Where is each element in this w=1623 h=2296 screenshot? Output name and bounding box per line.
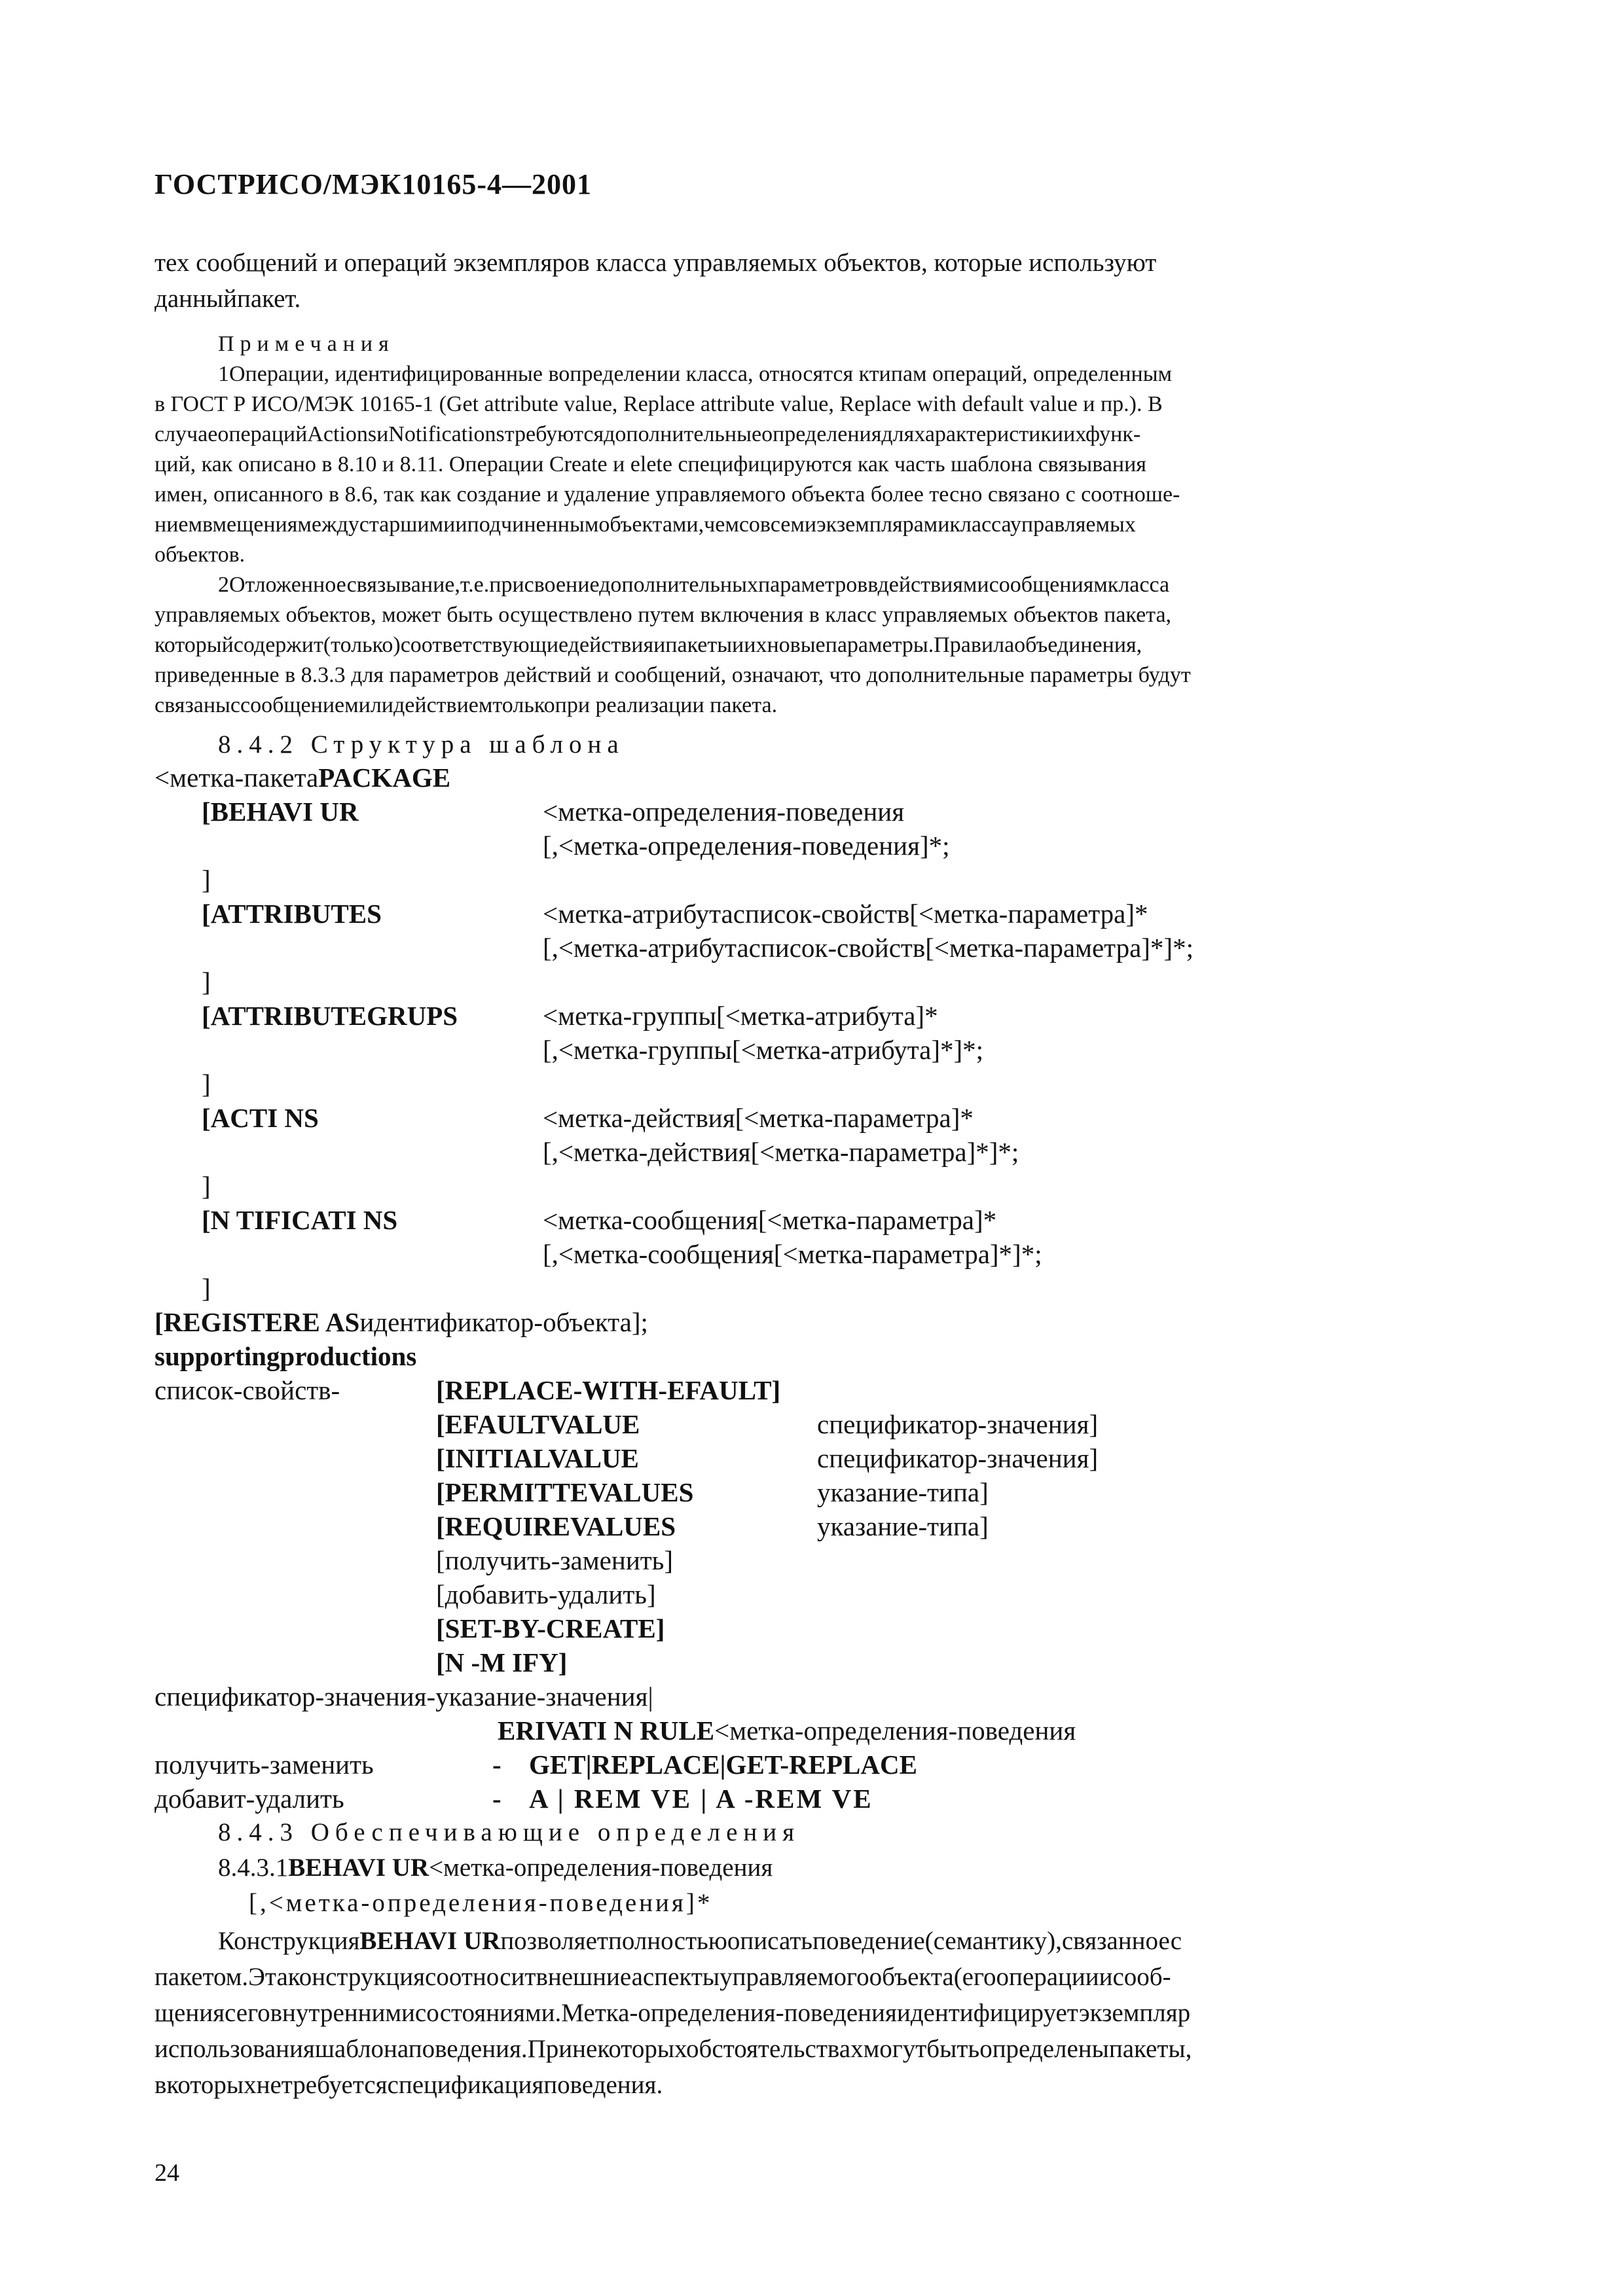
note1-line-4: ций, как описано в 8.10 и 8.11. Операции Create и elete специфицируются как часть шаблона связывания	[155, 452, 1146, 476]
section-8-4-2-heading: 8.4.2 Структура шаблона	[218, 730, 625, 759]
final-para-line-2: пакетом.Этаконструкциясоотноситвнешниеаспектыуправляемогообъекта(егооперацииисооб-	[155, 1963, 1171, 1991]
get-replace-value: GET|REPLACE|GET-REPLACE	[529, 1749, 917, 1780]
note2-line-3: которыйсодержит(только)соответствующиедействияипакетыиихновыепараметры.Правилаобъединения,	[155, 633, 1142, 657]
page-number: 24	[155, 2159, 179, 2187]
clause-actions-line1: <метка-действия[<метка-параметра]*	[543, 1103, 974, 1133]
section-8-4-3-1-line2: [,<метка-определения-поведения]*	[249, 1889, 713, 1917]
intro-line-2: данныйпакет.	[155, 285, 301, 313]
clause-actions-keyword: [ACTI NS	[202, 1103, 319, 1133]
add-remove-dash: -	[492, 1784, 501, 1814]
note2-line-4: приведенные в 8.3.3 для параметров действий и сообщений, означают, что дополнительные параметры будут	[155, 663, 1191, 687]
clause-notifications-keyword: [N TIFICATI NS	[202, 1205, 398, 1235]
clause-attributegroups-keyword: [ATTRIBUTEGRUPS	[202, 1001, 458, 1031]
clause-attributes-line1: <метка-атрибутасписок-свойств[<метка-параметра]*	[543, 899, 1148, 929]
prop-set-by-create: [SET-BY-CREATE]	[436, 1613, 665, 1643]
clause-behaviour-keyword: [BEHAVI UR	[202, 797, 359, 827]
prop-required-values: [REQUIREVALUES	[436, 1511, 676, 1541]
clause-behaviour-line2: [,<метка-определения-поведения]*;	[543, 831, 950, 861]
note1-line-7: объектов.	[155, 543, 246, 567]
note1-line-1: 1Операции, идентифицированные вопределении класса, относятся ктипам операций, определенным	[218, 362, 1173, 386]
clause-behaviour-line1: <метка-определения-поведения	[543, 797, 905, 827]
prop-default-value-spec: спецификатор-значения]	[817, 1409, 1099, 1439]
page-header: ГОСТРИСО/МЭК10165-4—2001	[155, 168, 593, 200]
prop-no-modify: [N -M IFY]	[436, 1647, 568, 1677]
prop-get-replace: [получить-заменить]	[436, 1545, 674, 1575]
clause-attributes-keyword: [ATTRIBUTES	[202, 899, 382, 929]
final-para-line-4: использованияшаблонаповедения.Принекоторыхобстоятельствахмогутбытьопределеныпакеты,	[155, 2035, 1192, 2063]
note2-line-2: управляемых объектов, может быть осуществлено путем включения в класс управляемых объектов пакета,	[155, 603, 1172, 627]
note2-line-1: 2Отложенноесвязывание,т.е.присвоениедополнительныхпараметроввдействиямисообщениямкласса	[218, 573, 1170, 597]
add-remove-label: добавит-удалить	[155, 1784, 344, 1814]
clause-actions-line2: [,<метка-действия[<метка-параметра]*]*;	[543, 1137, 1019, 1167]
prop-initial-value-spec: спецификатор-значения]	[817, 1443, 1099, 1473]
prop-add-remove: [добавить-удалить]	[436, 1579, 656, 1609]
get-replace-label: получить-заменить	[155, 1749, 374, 1780]
note2-line-5: связаныссообщениемилидействиемтолькопри реализации пакета.	[155, 693, 778, 717]
derivation-rule-line: ERIVATI N RULE<метка-определения-поведения	[498, 1715, 1076, 1746]
final-para-line-1: КонструкцияBEHAVI URпозволяетполностьюописатьповедение(семантику),связанноес	[218, 1927, 1182, 1955]
section-8-4-3-heading: 8.4.3 Обеспечивающие определения	[218, 1818, 801, 1846]
prop-permitted-values-spec: указание-типа]	[817, 1477, 989, 1507]
note1-line-5: имен, описанного в 8.6, так как создание и удаление управляемого объекта более тесно связано с соотноше-	[155, 482, 1180, 507]
prop-replace-with-default: [REPLACE-WITH-EFAULT]	[436, 1375, 781, 1405]
prop-initial-value: [INITIALVALUE	[436, 1443, 639, 1473]
template-open: <метка-пакетаPACKAGE	[155, 762, 451, 793]
note1-line-2: в ГОСТ Р ИСО/МЭК 10165-1 (Get attribute value, Replace attribute value, Replace with default value и пр.). В	[155, 392, 1163, 416]
section-8-4-3-1-line: 8.4.3.1BEHAVI UR<метка-определения-поведения	[218, 1854, 773, 1882]
prop-required-values-spec: указание-типа]	[817, 1511, 989, 1541]
intro-line-1: тех сообщений и операций экземпляров класса управляемых объектов, которые используют	[155, 249, 1157, 277]
note1-line-3: случаеоперацийActionsиNotificationsтребуютсядополнительныеопределениядляхарактеристикиихфунк-	[155, 422, 1141, 446]
clause-attributegroups-close: ]	[202, 1069, 211, 1099]
clause-behaviour-close: ]	[202, 865, 211, 895]
clause-notifications-line2: [,<метка-сообщения[<метка-параметра]*]*;	[543, 1239, 1042, 1269]
clause-attributegroups-line1: <метка-группы[<метка-атрибута]*	[543, 1001, 938, 1031]
prop-default-value: [EFAULTVALUE	[436, 1409, 640, 1439]
clause-attributes-close: ]	[202, 967, 211, 997]
registered-as-line: [REGISTERE ASидентификатор-объекта];	[155, 1307, 648, 1337]
final-para-line-3: щениясеговнутреннимисостояниями.Метка-определения-поведенияидентифицируетэкземпляр	[155, 1999, 1191, 2027]
supporting-productions: supportingproductions	[155, 1341, 417, 1371]
note1-line-6: ниемвмещениямеждустаршимииподчиненнымобъектами,чемсовсемиэкземплярамиклассауправляемых	[155, 512, 1136, 537]
get-replace-dash: -	[492, 1749, 501, 1780]
value-spec-line: спецификатор-значения-указание-значения|	[155, 1681, 653, 1712]
notes-title: Примечания	[218, 332, 395, 356]
clause-actions-close: ]	[202, 1171, 211, 1201]
clause-attributes-line2: [,<метка-атрибутасписок-свойств[<метка-параметра]*]*;	[543, 933, 1194, 963]
clause-notifications-close: ]	[202, 1273, 211, 1303]
final-para-line-5: вкоторыхнетребуетсяспецификацияповедения.	[155, 2071, 663, 2099]
prop-permitted-values: [PERMITTEVALUES	[436, 1477, 694, 1507]
property-list-label: список-свойств-	[155, 1375, 340, 1405]
clause-notifications-line1: <метка-сообщения[<метка-параметра]*	[543, 1205, 997, 1235]
clause-attributegroups-line2: [,<метка-группы[<метка-атрибута]*]*;	[543, 1035, 984, 1065]
add-remove-value: A | REM VE | A -REM VE	[529, 1784, 873, 1814]
